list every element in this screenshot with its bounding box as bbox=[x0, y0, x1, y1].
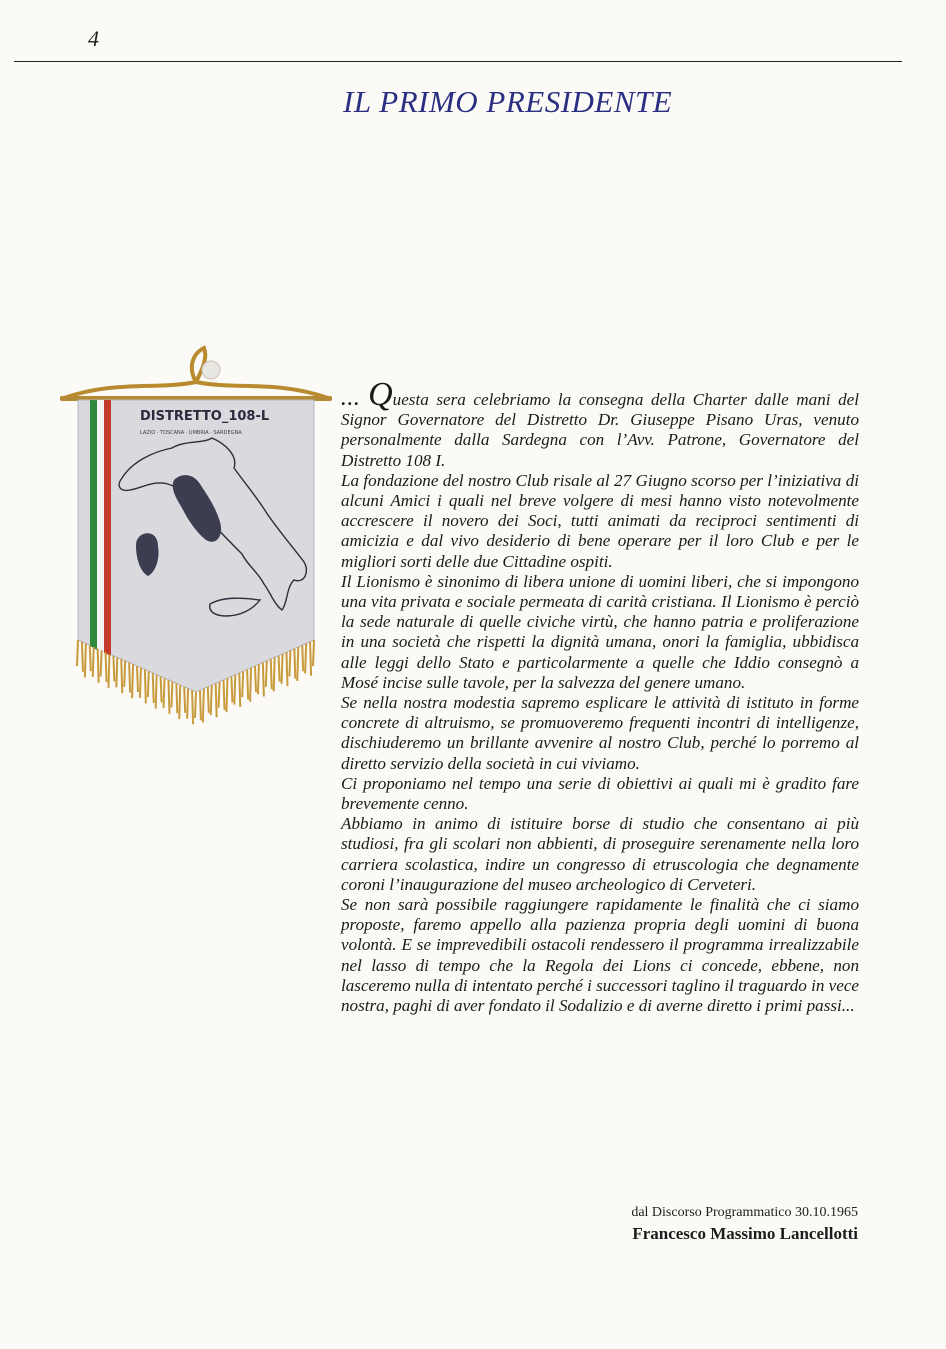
fringe-strand bbox=[258, 664, 259, 694]
fringe-strand bbox=[216, 683, 217, 717]
speech-author: Francesco Massimo Lancellotti bbox=[632, 1224, 858, 1243]
speech-paragraph-1 bbox=[341, 376, 859, 471]
fringe-strand bbox=[179, 685, 180, 719]
fringe-strand bbox=[153, 673, 154, 703]
page-number: 4 bbox=[88, 26, 99, 51]
fringe-strand bbox=[313, 640, 314, 666]
paragraph-text: uesta sera celebriamo la consegna della Charter dalle mani del Signor Governatore del Distretto Dr. Giuseppe Pisano Uras, venuto personalmente dalla Sardegna con l’Avv. Patrone, Governatore del Distretto 108 I. bbox=[341, 390, 859, 470]
fringe-strand bbox=[171, 682, 172, 708]
fringe-strand bbox=[98, 649, 99, 683]
fringe-strand bbox=[279, 656, 280, 682]
pennant-subheading: LAZIO · TOSCANA · UMBRIA · SARDEGNA bbox=[140, 430, 242, 436]
speech-paragraph-7: Se non sarà possibile raggiungere rapidamente le finalità che ci siamo proposte, faremo appello alla pazienza propria degli uomini di buona volontà. E se imprevedibili ostacoli rendessero il programma irrealizzabile nel lasso di tempo che la Regola dei Lions ci concede, ebbene, non lasceremo nulla di intentato perché i successori taglino il traguardo in vece nostra, paghi di aver fondato il Sodalizio e di averne diretto i primi passi... bbox=[341, 895, 859, 1016]
fringe-strand bbox=[164, 678, 165, 708]
fringe-strand bbox=[211, 685, 212, 715]
fringe-strand bbox=[145, 669, 146, 703]
fringe-strand bbox=[129, 663, 130, 693]
fringe-strand bbox=[310, 642, 311, 676]
speech-source: dal Discorso Programmatico 30.10.1965 bbox=[631, 1205, 858, 1220]
fringe-strand bbox=[116, 657, 117, 687]
fringe-strand bbox=[247, 669, 248, 699]
fringe-strand bbox=[234, 675, 235, 705]
fringe-strand bbox=[140, 668, 141, 698]
fringe-strand bbox=[274, 657, 275, 691]
fringe-strand bbox=[156, 675, 157, 709]
speech-paragraph-5: Ci proponiamo nel tempo una serie di obiettivi ai quali mi è gradito fare brevemente cenno. bbox=[341, 773, 859, 814]
fringe-strand bbox=[271, 659, 272, 689]
fringe-strand bbox=[187, 689, 188, 719]
fringe-strand bbox=[137, 666, 138, 692]
fringe-strand bbox=[263, 663, 264, 697]
fringe-strand bbox=[106, 652, 107, 682]
fringe-strand bbox=[266, 661, 267, 687]
fringe-strand bbox=[161, 676, 162, 702]
fringe-strand bbox=[242, 671, 243, 697]
fringe-strand bbox=[90, 645, 91, 671]
fringe-strand bbox=[93, 647, 94, 677]
fringe-strand bbox=[255, 666, 256, 692]
fringe-strand bbox=[82, 642, 83, 672]
fringe-strand bbox=[231, 676, 232, 702]
fringe-strand bbox=[282, 654, 283, 684]
fringe-strand bbox=[208, 687, 209, 713]
fringe-strand bbox=[294, 649, 295, 679]
page-title: IL PRIMO PRESIDENTE bbox=[343, 84, 673, 119]
fringe-strand bbox=[101, 650, 102, 676]
pennant-heading: DISTRETTO_108-L bbox=[140, 409, 270, 424]
fringe-strand bbox=[289, 650, 290, 676]
fringe-strand bbox=[108, 654, 109, 688]
fringe-strand bbox=[124, 661, 125, 687]
speech-paragraph-6: Abbiamo in animo di istituire borse di studio che consentano ai più studiosi, fra gli scolari non abbienti, di proseguire serenamente nella loro carriera scolastica, indire un congresso di etruscologia che degnamente coroni l’inaugurazione del museo archeologico di Cerveteri. bbox=[341, 814, 859, 894]
fringe-strand bbox=[85, 643, 86, 677]
fringe-strand bbox=[148, 671, 149, 697]
dropcap-letter: Q bbox=[368, 376, 393, 413]
fringe-strand bbox=[302, 645, 303, 671]
fringe-strand bbox=[195, 692, 196, 718]
fringe-strand bbox=[192, 690, 193, 724]
fringe-strand bbox=[305, 643, 306, 673]
fringe-strand bbox=[132, 664, 133, 698]
fringe-strand bbox=[203, 689, 204, 723]
fringe-strand bbox=[239, 673, 240, 707]
fringe-strand bbox=[297, 647, 298, 681]
header-rule bbox=[14, 61, 902, 62]
speech-paragraph-2: La fondazione del nostro Club risale al 27 Giugno scorso per l’iniziativa di alcuni Amici i quali nel breve volgere di mesi hanno visto notevolmente accrescere il novero dei Soci, tutti animati da reciproci sentimenti di amicizia e dal vivo desiderio di bene operare per il loro Club e per le migliori sorti delle due Cittadine ospiti. bbox=[341, 470, 859, 571]
speech-paragraph-4: Se nella nostra modestia sapremo esplicare le attività di istituto in forme concrete di altruismo, se promuoveremo frequenti incontri di intelligenze, dischiuderemo un brillante avvenire al nostro Club, perché lo porremo al diretto servizio della società in cui viviamo. bbox=[341, 693, 859, 773]
fringe-strand bbox=[168, 680, 169, 714]
speech-text bbox=[341, 376, 859, 1016]
fringe-strand bbox=[200, 690, 201, 720]
fringe-strand bbox=[77, 640, 78, 666]
fringe-strand bbox=[226, 678, 227, 712]
lead-dots: ... bbox=[341, 389, 361, 409]
fringe-strand bbox=[250, 668, 251, 702]
fringe-strand bbox=[224, 680, 225, 710]
fringe-strand bbox=[121, 659, 122, 693]
speech-paragraph-3: Il Lionismo è sinonimo di libera unione di uomini liberi, che si impongono una vita privata e sociale permeata di carità cristiana. Il Lionismo è perciò la sede naturale di quelle civiche virtù, che hanno patria e proliferazione in una società che rispetti la dignità umana, onori la famiglia, ubbidisca alle leggi dello Stato e particolarmente a quelle che Iddio consegnò a Mosé incise sulle tavole, per la salvezza del genere umano. bbox=[341, 571, 859, 692]
district-pennant-image bbox=[56, 340, 336, 730]
fringe-strand bbox=[219, 682, 220, 708]
fringe-strand bbox=[176, 683, 177, 713]
fringe-strand bbox=[113, 656, 114, 682]
fringe-strand bbox=[286, 652, 287, 686]
fringe-strand bbox=[184, 687, 185, 713]
